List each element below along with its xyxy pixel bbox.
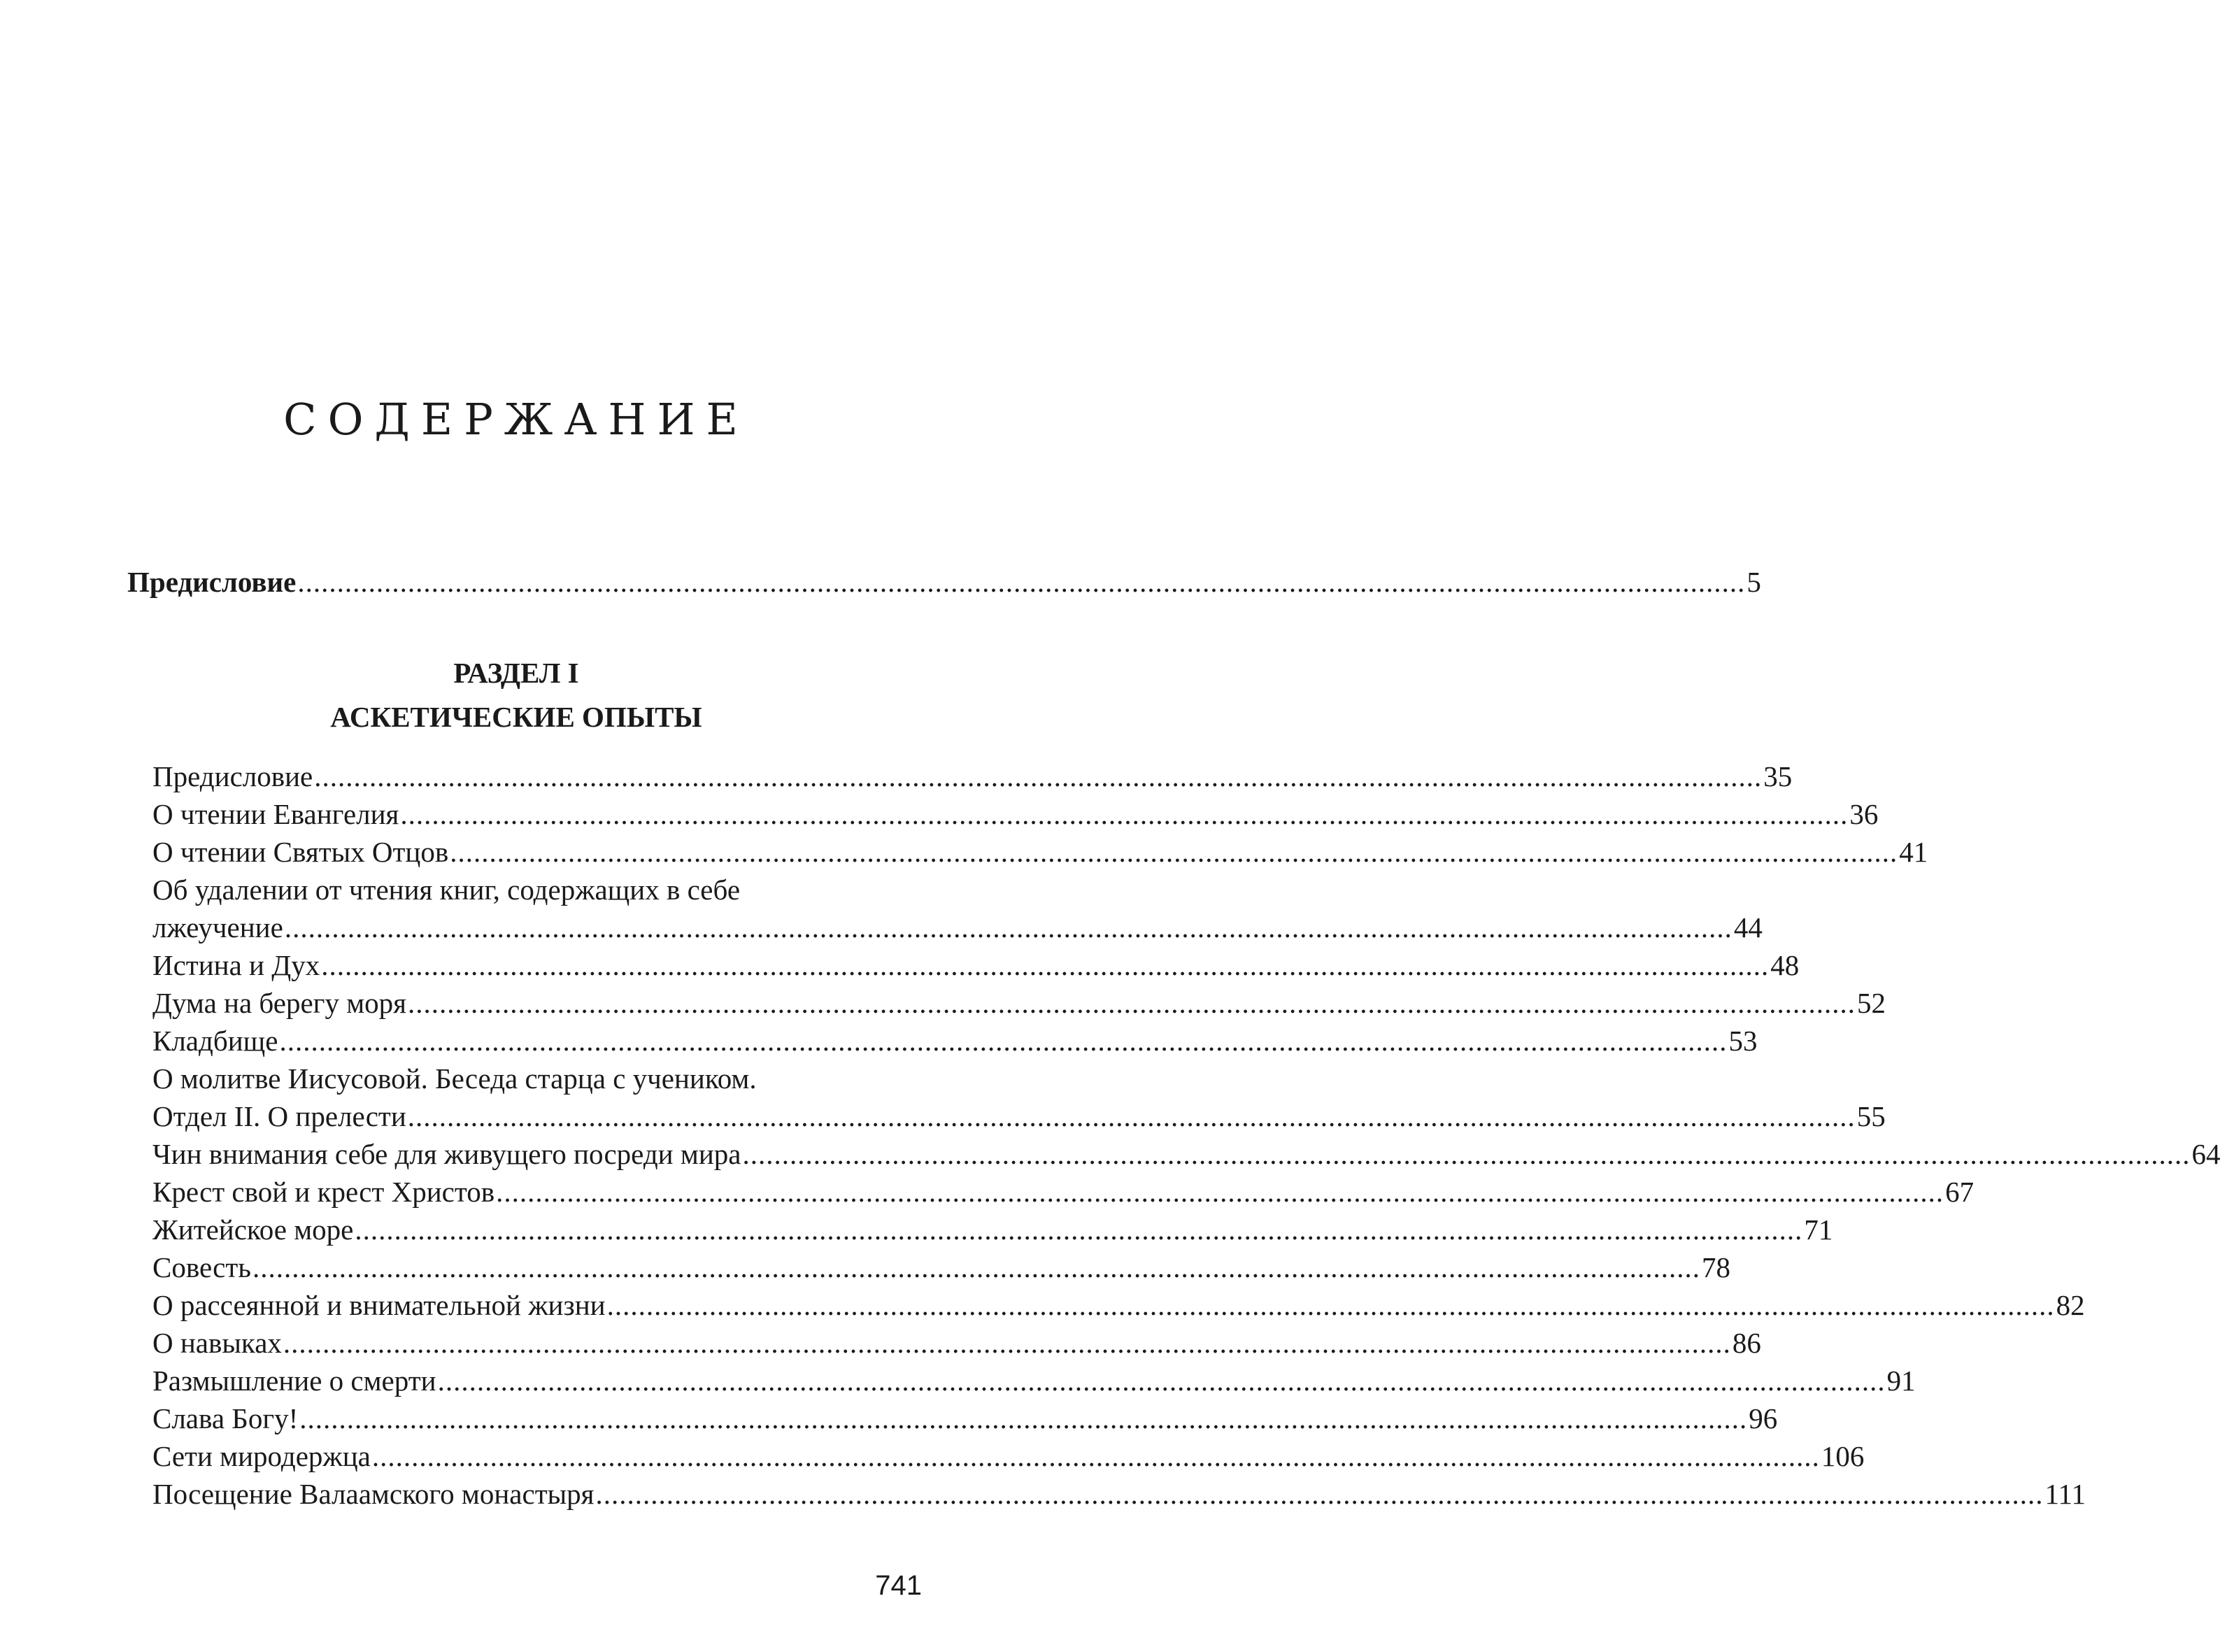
- leader-dots: ........................................................................................................................................................................................: [408, 987, 1856, 1019]
- section-number: РАЗДЕЛ I: [453, 657, 579, 689]
- toc-entry[interactable]: [152, 1437, 1865, 1475]
- toc-entry[interactable]: [152, 757, 1793, 795]
- toc-entry-page: 78: [1702, 1251, 1730, 1283]
- toc-entry-page: 64: [2191, 1138, 2220, 1170]
- leader-dots: ........................................................................................................................................................................................: [742, 1138, 2191, 1170]
- toc-entry-page: 67: [1945, 1176, 1974, 1208]
- leader-dots: ........................................................................................................................................................................................: [283, 1327, 1731, 1359]
- toc-entry[interactable]: [152, 1173, 1974, 1211]
- toc-entry[interactable]: [152, 909, 1763, 946]
- toc-entry-page: 91: [1886, 1365, 1916, 1397]
- toc-entry-label: Предисловие: [127, 566, 297, 598]
- toc-entry[interactable]: [152, 1475, 2086, 1513]
- toc-entry-page: 35: [1763, 760, 1793, 792]
- leader-dots: ........................................................................................................................................................................................: [400, 798, 1849, 830]
- leader-dots: ........................................................................................................................................................................................: [321, 949, 1770, 981]
- toc-entry-label: Совесть: [152, 1251, 251, 1283]
- leader-dots: ........................................................................................................................................................................................: [407, 1100, 1856, 1132]
- leader-dots: ........................................................................................................................................................................................: [371, 1440, 1820, 1472]
- leader-dots: ........................................................................................................................................................................................: [299, 1402, 1748, 1434]
- leader-dots: ........................................................................................................................................................................................: [496, 1176, 1944, 1208]
- toc-entry[interactable]: [152, 833, 1928, 871]
- toc-entry-page: 48: [1770, 949, 1800, 981]
- toc-entry-page: 71: [1804, 1213, 1833, 1246]
- toc-entry-page: 53: [1728, 1025, 1758, 1057]
- toc-entry-label: Кладбище: [152, 1025, 278, 1057]
- leader-dots: ........................................................................................................................................................................................: [279, 1025, 1728, 1057]
- toc-entry-label: Слава Богу!: [152, 1402, 299, 1434]
- section-name: АСКЕТИЧЕСКИЕ ОПЫТЫ: [330, 701, 702, 733]
- leader-dots: ........................................................................................................................................................................................: [314, 760, 1763, 792]
- toc-entry-page: 55: [1856, 1100, 1886, 1132]
- toc-entry-label: Предисловие: [152, 760, 313, 792]
- toc-entry-label: О чтении Святых Отцов: [152, 836, 449, 868]
- toc-entry-preface[interactable]: [127, 563, 1761, 601]
- toc-entry-page: 36: [1849, 798, 1879, 830]
- toc-entry-page: 5: [1746, 566, 1761, 598]
- toc-entry-page: 96: [1749, 1402, 1778, 1434]
- toc-entry-label: О чтении Евангелия: [152, 798, 399, 830]
- toc-entry-label: Чин внимания себе для живущего посреди мира: [152, 1138, 741, 1170]
- toc-entry[interactable]: [152, 1400, 1778, 1437]
- page-title: СОДЕРЖАНИЕ: [283, 394, 749, 445]
- leader-dots: ........................................................................................................................................................................................: [437, 1365, 1886, 1397]
- leader-dots: ........................................................................................................................................................................................: [284, 911, 1732, 944]
- toc-entry[interactable]: [152, 1211, 1833, 1248]
- toc-entry-label: Размышление о смерти: [152, 1365, 436, 1397]
- toc-entry-page: 111: [2044, 1478, 2086, 1510]
- toc-entry-page: 44: [1733, 911, 1763, 944]
- leader-dots: ........................................................................................................................................................................................: [450, 836, 1898, 868]
- toc-entry-label: лжеучение: [152, 911, 283, 944]
- toc-entry-first-line[interactable]: О молитве Иисусовой. Беседа старца с учеником.: [152, 1062, 757, 1095]
- leader-dots: ........................................................................................................................................................................................: [252, 1251, 1700, 1283]
- toc-entry[interactable]: [152, 1135, 2220, 1173]
- toc-entry-label: Отдел II. О прелести: [152, 1100, 406, 1132]
- toc-entry[interactable]: [152, 1022, 1758, 1060]
- toc-entry-page: 52: [1857, 987, 1886, 1019]
- page-number: 741: [875, 1570, 922, 1601]
- toc-entry-page: 82: [2056, 1289, 2085, 1321]
- toc-entry[interactable]: [152, 1362, 1916, 1400]
- toc-entry[interactable]: [152, 1286, 2085, 1324]
- toc-entry-page: 86: [1732, 1327, 1761, 1359]
- toc-entry[interactable]: [152, 795, 1879, 833]
- toc-entry-page: 41: [1899, 836, 1928, 868]
- leader-dots: ........................................................................................................................................................................................: [595, 1478, 2044, 1510]
- leader-dots: ........................................................................................................................................................................................: [355, 1213, 1803, 1246]
- toc-entry-label: Сети миродержца: [152, 1440, 371, 1472]
- toc-entry[interactable]: [152, 1248, 1730, 1286]
- toc-entry-first-line[interactable]: Об удалении от чтения книг, содержащих в себе: [152, 874, 741, 906]
- leader-dots: ........................................................................................................................................................................................: [606, 1289, 2055, 1321]
- toc-entry[interactable]: [152, 1097, 1886, 1135]
- toc-entry-label: Крест свой и крест Христов: [152, 1176, 495, 1208]
- leader-dots: ........................................................................................................................................................................................: [297, 566, 1746, 598]
- toc-entry-label: Житейское море: [152, 1213, 354, 1246]
- toc-entry-label: О навыках: [152, 1327, 282, 1359]
- toc-entry-page: 106: [1821, 1440, 1865, 1472]
- toc-entry-label: Истина и Дух: [152, 949, 320, 981]
- toc-entry-label: О рассеянной и внимательной жизни: [152, 1289, 606, 1321]
- toc-entry-label: Посещение Валаамского монастыря: [152, 1478, 595, 1510]
- toc-entry-label: Дума на берегу моря: [152, 987, 407, 1019]
- toc-entry[interactable]: [152, 946, 1800, 984]
- toc-entry[interactable]: [152, 1324, 1761, 1362]
- toc-entry[interactable]: [152, 984, 1886, 1022]
